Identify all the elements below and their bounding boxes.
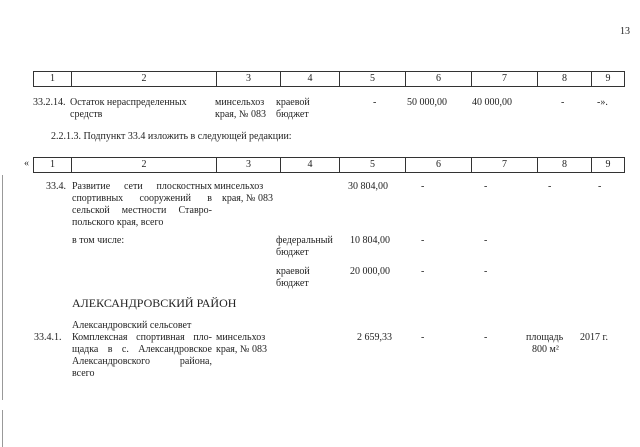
row-source: краевой [276,97,310,108]
col-6: 6 [406,72,472,87]
row-name: Комплексная спортивная пло- [72,332,212,343]
row-c5: 30 804,00 [348,181,388,192]
row-name: Развитие сети плоскостных [72,181,212,192]
row-c9: 2017 г. [580,332,608,343]
col-1: 1 [34,158,72,173]
row-num: 33.2.14. [33,97,66,108]
row-c7: - [484,332,488,343]
row-name: Александровского района, [72,356,212,367]
row-exec: края, № 083 [215,109,266,120]
row-c9: - [598,181,602,192]
col-4: 4 [281,72,340,87]
col-9: 9 [592,158,625,173]
district-heading: АЛЕКСАНДРОВСКИЙ РАЙОН [72,296,237,310]
row-name: спортивных сооружений в [72,193,212,204]
row-c6: 50 000,00 [407,97,447,108]
col-3: 3 [217,72,281,87]
row-c7: - [484,181,488,192]
row-name: всего [72,368,95,379]
row-num: 33.4. [46,181,66,192]
row-c8: 800 м² [532,344,559,355]
row-num: 33.4.1. [34,332,62,343]
row-c9: -». [597,97,608,108]
fed-c6: - [421,235,425,246]
column-header-table-1 [33,71,625,87]
kr-c7: - [484,266,488,277]
council-name: Александровский сельсовет [72,320,192,331]
col-9: 9 [592,72,625,87]
row-name: польского края, всего [72,217,164,228]
row-name: сельской местности Ставро- [72,205,212,216]
row-name: Остаток нераспределенных [70,97,187,108]
col-5: 5 [340,72,406,87]
col-3: 3 [217,158,281,173]
col-7: 7 [472,158,538,173]
row-c6: - [421,332,425,343]
row-c5: - [373,97,377,108]
row-c8: - [548,181,552,192]
margin-line [2,175,3,400]
paragraph: 2.2.1.3. Подпункт 33.4 изложить в следующей редакции: [51,131,292,142]
col-2: 2 [72,158,217,173]
col-4: 4 [281,158,340,173]
col-8: 8 [538,158,592,173]
page-number: 13 [620,26,630,37]
source-federal: бюджет [276,247,309,258]
source-regional: краевой [276,266,310,277]
row-exec: минсельхоз [216,332,266,343]
col-8: 8 [538,72,592,87]
row-name: средств [70,109,103,120]
col-5: 5 [340,158,406,173]
col-6: 6 [406,158,472,173]
kr-c5: 20 000,00 [350,266,390,277]
source-regional: бюджет [276,278,309,289]
row-exec: минсельхоз [215,97,265,108]
col-7: 7 [472,72,538,87]
fed-c5: 10 804,00 [350,235,390,246]
row-exec: минсельхоз [214,181,264,192]
row-c7: 40 000,00 [472,97,512,108]
kr-c6: - [421,266,425,277]
including-label: в том числе: [72,235,125,246]
col-1: 1 [34,72,72,87]
row-name: щадка в с. Александровское [72,344,212,355]
column-header-table-2 [33,157,625,173]
row-source: бюджет [276,109,309,120]
margin-line [2,410,3,447]
col-2: 2 [72,72,217,87]
row-c6: - [421,181,425,192]
quote-mark: « [24,158,29,169]
row-c8: - [561,97,565,108]
row-exec: края, № 083 [222,193,273,204]
row-exec: края, № 083 [216,344,267,355]
fed-c7: - [484,235,488,246]
row-c8: площадь [526,332,564,343]
row-c5: 2 659,33 [357,332,392,343]
source-federal: федеральный [276,235,333,246]
